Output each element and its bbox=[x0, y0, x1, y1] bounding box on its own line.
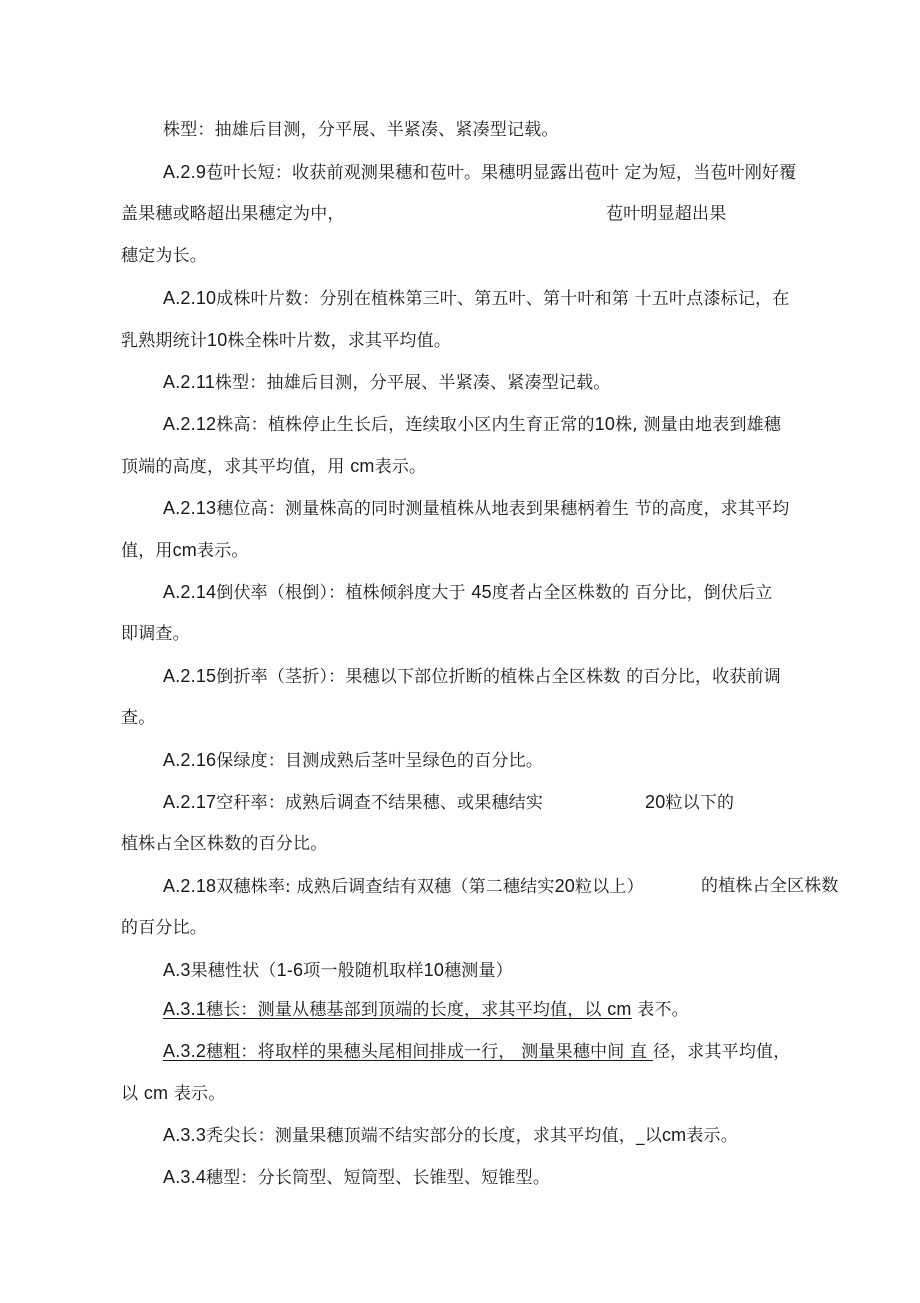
paragraph-line bbox=[645, 791, 734, 814]
paragraph-line bbox=[121, 1082, 225, 1105]
body-text: 株高：植株停止生长后，连续取小区内生育正常的 bbox=[216, 415, 595, 435]
body-text: 项一般随机取样 bbox=[303, 961, 424, 981]
number-text: 10 bbox=[423, 960, 445, 980]
paragraph-line bbox=[121, 623, 190, 645]
body-text: 株全株叶片数，求其平均值。 bbox=[227, 331, 452, 351]
body-text: 果穗性状（ bbox=[190, 961, 277, 981]
body-text: 粒以下的 bbox=[665, 793, 735, 813]
paragraph-line bbox=[163, 1124, 738, 1147]
body-text: 查。 bbox=[121, 708, 156, 728]
section-code: A.2.15 bbox=[163, 666, 217, 686]
body-text: 双穗株率: 成熟后调查结有双穗（第二穗结实 bbox=[216, 877, 555, 897]
body-text: 度者占全区株数的 百分比，倒伏后立 bbox=[491, 583, 773, 603]
unit-text: cm bbox=[172, 540, 198, 560]
paragraph-line bbox=[163, 413, 781, 436]
body-text: 株型：抽雄后目测，分平展、半紧凑、紧凑型记载。 bbox=[163, 120, 559, 140]
unit-text: cm bbox=[143, 1083, 169, 1103]
paragraph-line bbox=[121, 539, 249, 562]
paragraph-line bbox=[121, 329, 451, 352]
body-text: 株型：抽雄后目测，分平展、半紧凑、紧凑型记载。 bbox=[214, 373, 611, 393]
section-code: A.3.1 bbox=[163, 999, 207, 1019]
paragraph-line bbox=[121, 707, 155, 729]
number-text: 20 bbox=[645, 792, 666, 812]
paragraph-line bbox=[163, 1040, 790, 1063]
section-code: A.3.3 bbox=[163, 1125, 207, 1145]
section-heading bbox=[163, 959, 513, 982]
paragraph-line bbox=[163, 749, 543, 772]
number-text: 1-6 bbox=[276, 960, 304, 980]
section-code: A.2.9 bbox=[163, 162, 207, 182]
section-code: A.3 bbox=[163, 960, 191, 980]
body-text: 径，求其平均值， bbox=[652, 1042, 791, 1062]
body-text: 苞叶长短：收获前观测果穗和苞叶。果穗明显露出苞叶 定为短，当苞叶刚好覆 bbox=[206, 163, 797, 183]
body-text: 表示。 bbox=[197, 541, 249, 561]
body-text: 保绿度：目测成熟后茎叶呈绿色的百分比。 bbox=[216, 751, 544, 771]
body-text: 的植株占全区株数 bbox=[701, 876, 839, 896]
section-code: A.3.2 bbox=[163, 1041, 207, 1061]
section-code: A.2.13 bbox=[163, 498, 217, 518]
paragraph-line bbox=[163, 581, 773, 604]
unit-text: cm bbox=[607, 999, 632, 1019]
paragraph-line bbox=[163, 1166, 550, 1189]
body-text: 乳熟期统计 bbox=[121, 331, 207, 351]
section-code: A.2.14 bbox=[163, 582, 217, 602]
paragraph-line bbox=[121, 203, 345, 225]
paragraph-line bbox=[701, 875, 839, 897]
body-text: 植株占全区株数的百分比。 bbox=[121, 834, 328, 854]
paragraph-line bbox=[606, 203, 726, 225]
paragraph-line bbox=[121, 833, 327, 855]
unit-text: cm bbox=[350, 456, 375, 476]
unit-text: cm bbox=[661, 1125, 687, 1145]
paragraph-line bbox=[163, 161, 796, 184]
body-text: 秃尖长：测量果穗顶端不结实部分的长度，求其平均值， bbox=[206, 1126, 637, 1146]
body-text: 的百分比。 bbox=[121, 918, 207, 938]
body-text: 顶端的高度，求其平均值，用 bbox=[121, 457, 351, 477]
body-text: _以 bbox=[636, 1126, 662, 1146]
body-text: 盖果穗或略超出果穗定为中， bbox=[121, 204, 345, 224]
section-code: A.2.12 bbox=[163, 414, 217, 434]
paragraph-line bbox=[163, 665, 781, 688]
body-text: 穗长：测量从穗基部到顶端的长度，求其平均值，以 bbox=[206, 1000, 608, 1020]
body-text: 即调查。 bbox=[121, 624, 190, 644]
body-text: 穗位高：测量株高的同时测量植株从地表到果穗柄着生 节的高度，求其平均 bbox=[216, 499, 790, 519]
paragraph-line bbox=[163, 875, 644, 898]
body-text: 穗型：分长筒型、短筒型、长锥型、短锥型。 bbox=[206, 1168, 551, 1188]
paragraph-line bbox=[163, 287, 789, 310]
body-text: 穗粗：将取样的果穗头尾相间排成一行， 测量果穗中间 直 bbox=[206, 1042, 653, 1062]
paragraph-line bbox=[163, 998, 689, 1021]
paragraph-line bbox=[163, 791, 543, 814]
number-text: 20 bbox=[554, 876, 576, 896]
paragraph-line bbox=[121, 455, 426, 478]
body-text: 倒伏率（根倒）：植株倾斜度大于 bbox=[216, 583, 472, 603]
section-code: A.2.16 bbox=[163, 750, 217, 770]
section-code: A.2.18 bbox=[163, 876, 217, 896]
number-text: 10 bbox=[207, 330, 228, 350]
body-text: 表示。 bbox=[168, 1084, 226, 1104]
number-text: 10 bbox=[594, 414, 616, 434]
body-text: 粒以上） bbox=[575, 877, 644, 897]
section-code: A.2.11 bbox=[163, 372, 215, 392]
body-text: 穗定为长。 bbox=[121, 246, 207, 266]
body-text: 空秆率：成熟后调查不结果穗、或果穗结实 bbox=[216, 793, 544, 813]
section-code: A.2.10 bbox=[163, 288, 217, 308]
paragraph-line bbox=[121, 245, 207, 267]
paragraph-line bbox=[121, 917, 207, 939]
body-text: 以 bbox=[121, 1084, 144, 1104]
section-code: A.2.17 bbox=[163, 792, 217, 812]
body-text: 穗测量） bbox=[444, 961, 513, 981]
body-text: 苞叶明显超出果 bbox=[606, 204, 727, 224]
paragraph-line bbox=[163, 371, 611, 394]
paragraph-line bbox=[163, 119, 559, 141]
body-text: 表不。 bbox=[631, 1000, 689, 1020]
paragraph-line bbox=[163, 497, 789, 520]
body-text: 表示。 bbox=[374, 457, 427, 477]
body-text: 株, 测量由地表到雄穗 bbox=[615, 415, 782, 435]
body-text: 倒折率（茎折）：果穗以下部位折断的植株占全区株数 的百分比，收获前调 bbox=[216, 667, 781, 687]
body-text: 表示。 bbox=[686, 1126, 738, 1146]
section-code: A.3.4 bbox=[163, 1167, 207, 1187]
body-text: 成株叶片数：分别在植株第三叶、第五叶、第十叶和第 十五叶点漆标记，在 bbox=[216, 289, 790, 309]
body-text: 值，用 bbox=[121, 541, 173, 561]
number-text: 45 bbox=[471, 582, 492, 602]
